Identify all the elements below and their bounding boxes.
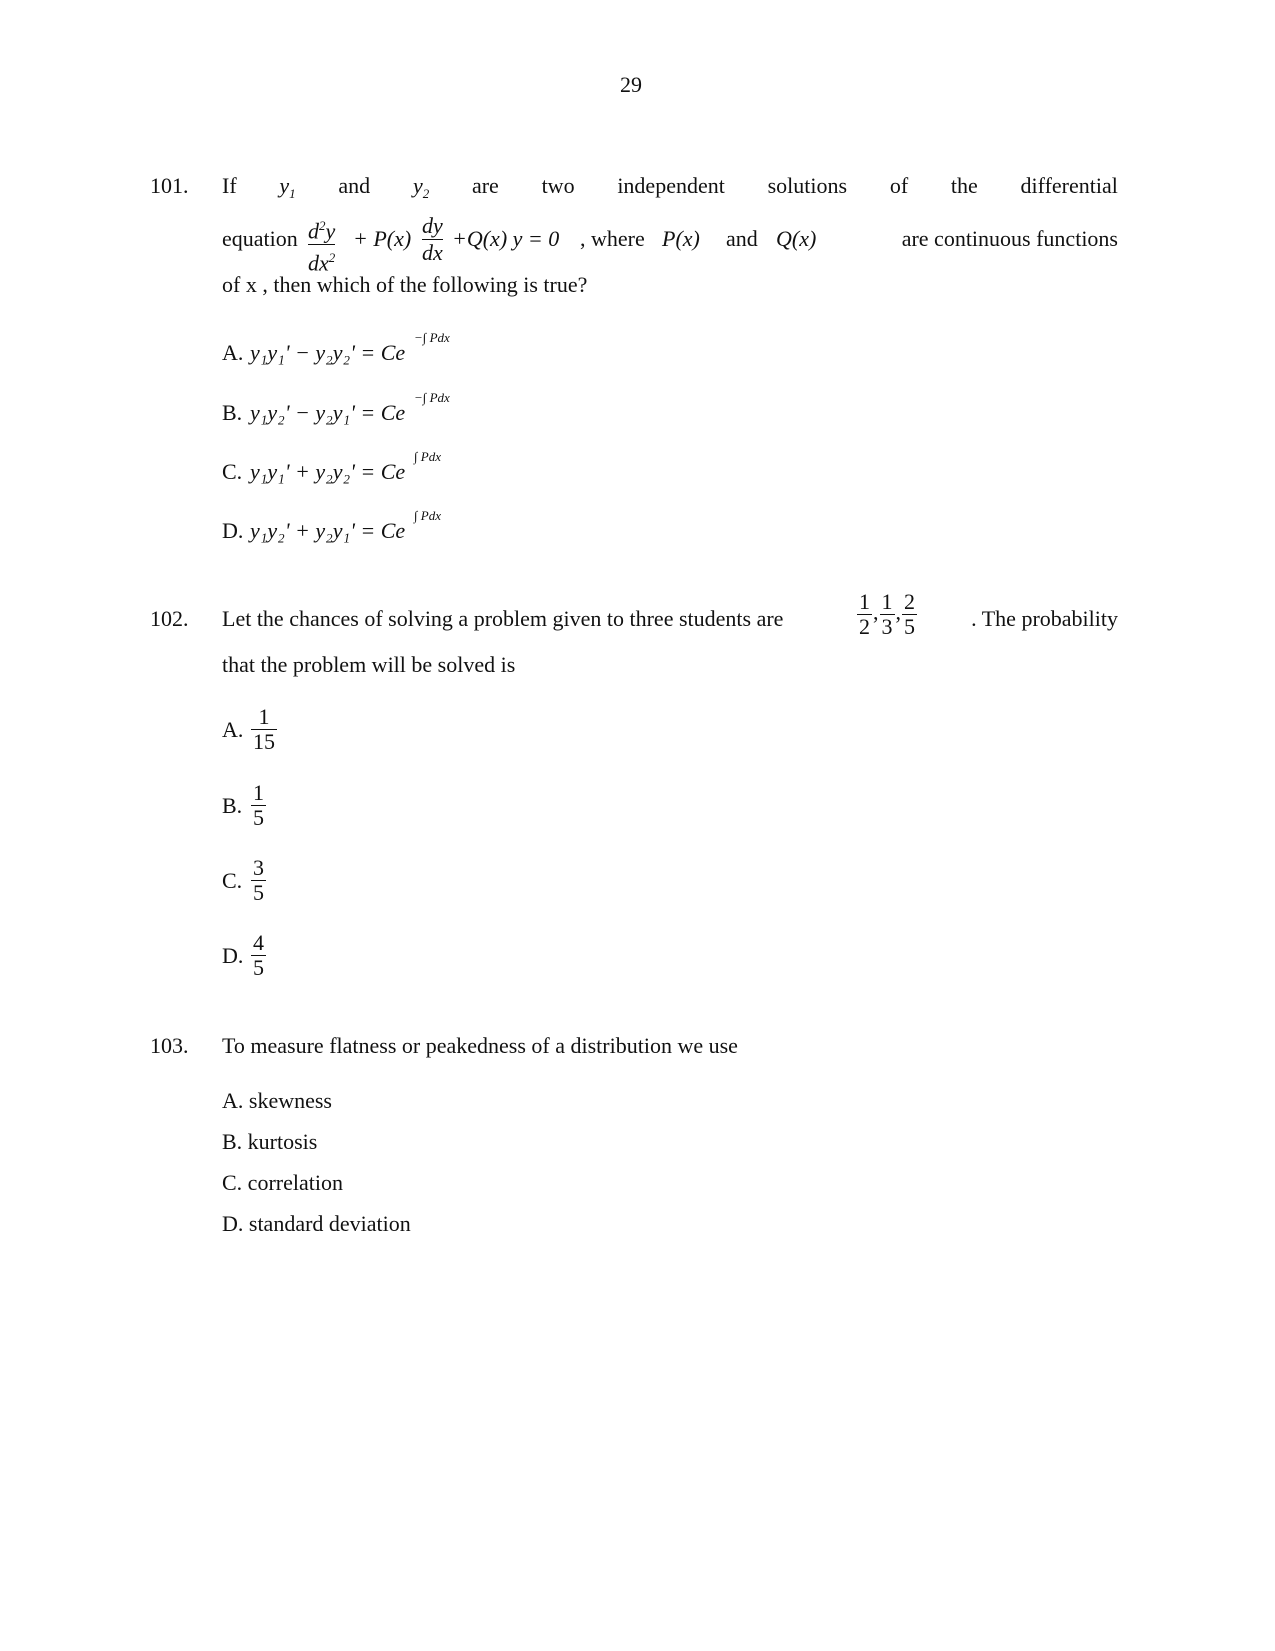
q102-option-d: D. $\frac{4}{5}$ <box>222 930 264 981</box>
q102-fraction: $\frac{1}{2}$ <box>859 589 870 640</box>
q102-option-c: C. $\frac{3}{5}$ <box>222 855 264 906</box>
q101-word: the <box>950 173 978 198</box>
page-number: 29 <box>620 72 642 97</box>
q101-plus-Q: +Q(x) y = 0 <box>452 226 560 251</box>
q101-word: solutions <box>767 173 848 198</box>
q101-Qx: Q(x) <box>776 226 817 251</box>
q103-option-d: D. standard deviation <box>222 1211 411 1236</box>
q101-Px: P(x) <box>662 226 700 251</box>
question-102-number: 102. <box>150 606 189 631</box>
q102-option-a: A. $\frac{1}{15}$ <box>222 704 275 755</box>
q101-option-b: B. y₁y₂' − y₂y₁' = Ce <box>222 400 406 425</box>
question-101-line3: of x , then which of the following is true? <box>222 272 588 297</box>
q101-option-d: D. y₁y₂' + y₂y₁' = Ce <box>222 518 406 543</box>
q101-y1: $y_1$ <box>279 173 296 201</box>
q101-word: of <box>889 173 909 198</box>
question-102-text-after: . The probability <box>971 606 1118 631</box>
q101-are-continuous: are continuous functions <box>901 226 1118 251</box>
question-103-number: 103. <box>150 1033 189 1058</box>
q101-where: , where <box>580 226 645 251</box>
q101-word: independent <box>617 173 725 198</box>
q103-option-b: B. kurtosis <box>222 1129 318 1154</box>
q101-option-b-exponent: −∫ Pdx <box>414 390 450 405</box>
question-101-number: 101. <box>150 173 189 198</box>
q101-word: and <box>338 173 371 198</box>
q103-option-c: C. correlation <box>222 1170 343 1195</box>
q101-option-d-exponent: ∫ Pdx <box>414 508 442 523</box>
q101-word: If <box>222 173 237 198</box>
q102-fraction: $\frac{1}{3}$ <box>881 589 893 640</box>
q103-option-a: A. skewness <box>222 1088 332 1113</box>
question-102-line2: that the problem will be solved is <box>222 652 516 677</box>
q101-word: differential <box>1020 173 1118 198</box>
q101-word: two <box>541 173 575 198</box>
q101-and: and <box>726 226 758 251</box>
q101-option-c-exponent: ∫ Pdx <box>414 449 442 464</box>
question-101-line1 <box>222 173 1118 202</box>
q101-option-c: C. y₁y₁' + y₂y₂' = Ce <box>222 459 406 484</box>
q101-option-a-exponent: −∫ Pdx <box>414 330 450 345</box>
question-101-equation-line <box>222 213 1118 276</box>
q102-chance-fractions: $\frac{1}{2}$ , $\frac{1}{3}$ , $\frac{2}{5}$ <box>859 589 915 640</box>
q101-option-a: A. y₁y₁' − y₂y₂' = Ce <box>222 340 406 365</box>
q102-option-b: B. $\frac{1}{5}$ <box>222 780 264 831</box>
q101-equation-word: equation <box>222 226 298 251</box>
q101-first-derivative: dy dx <box>422 213 443 265</box>
q102-fraction: $\frac{2}{5}$ <box>904 589 915 640</box>
q101-second-derivative: $d^2y$ $dx^2$ <box>308 218 336 276</box>
question-103-text: To measure flatness or peakedness of a distribution we use <box>222 1033 738 1058</box>
q101-word: are <box>471 173 499 198</box>
q101-plus-P: + P(x) <box>353 226 412 251</box>
question-102-text-before: Let the chances of solving a problem given to three students are <box>222 606 784 631</box>
q101-y2: $y_2$ <box>412 173 430 201</box>
